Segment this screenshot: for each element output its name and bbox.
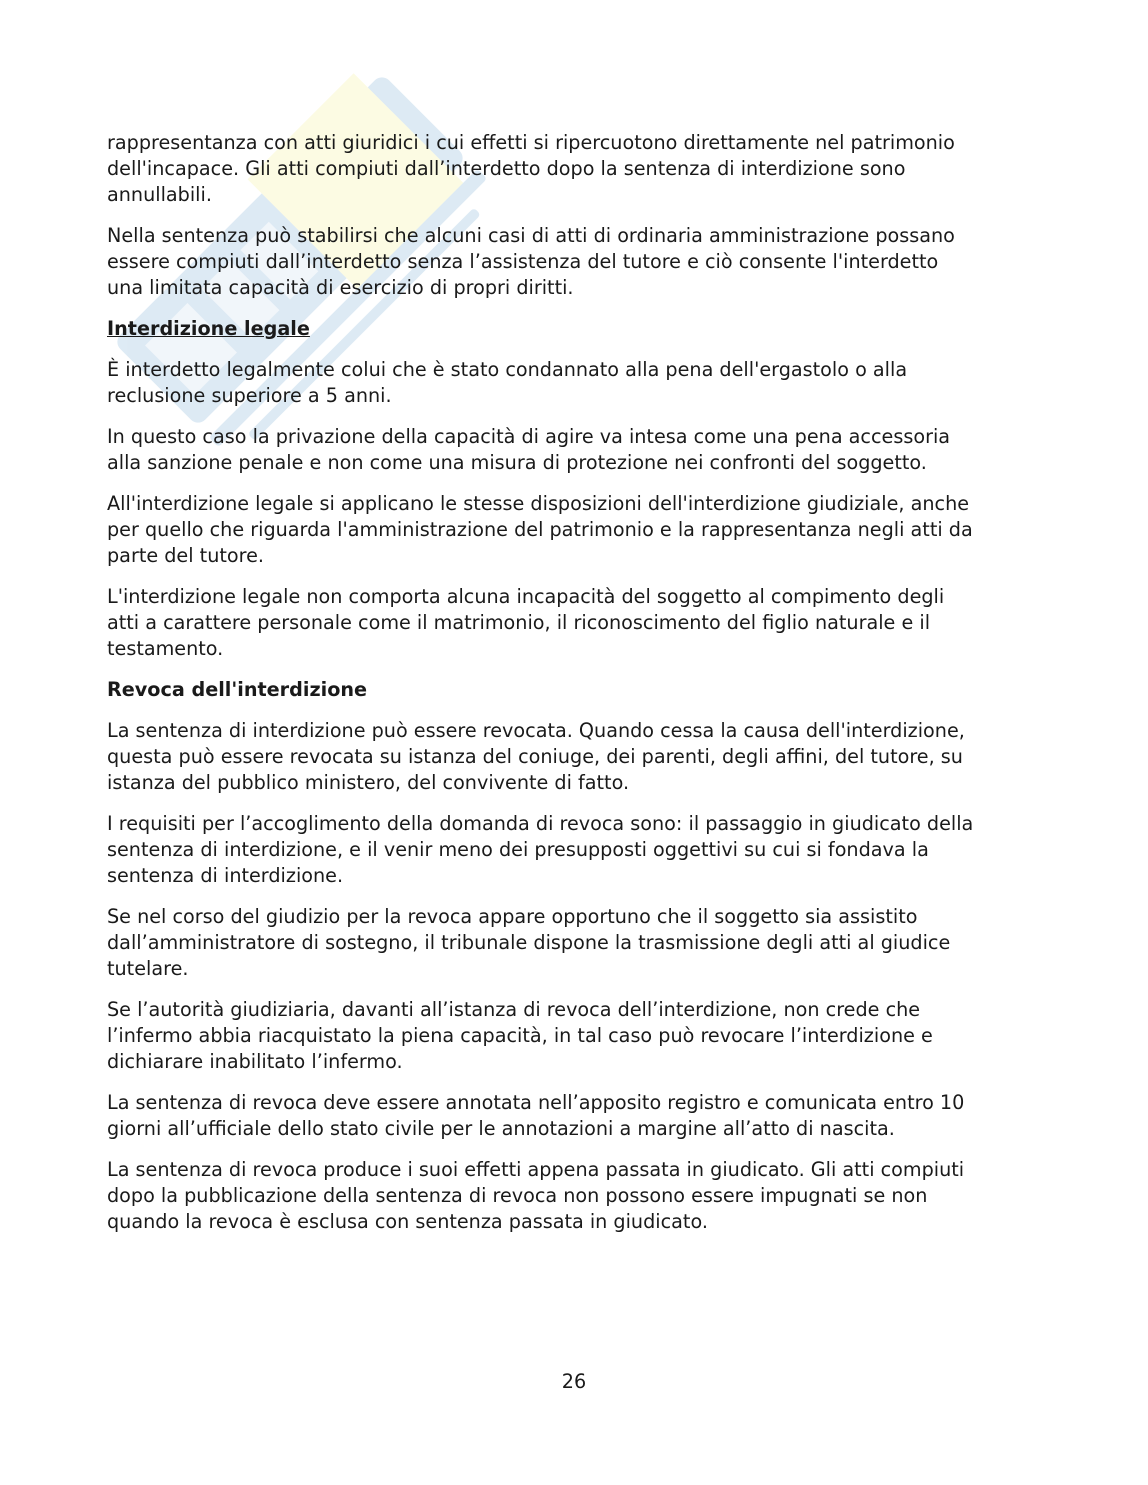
heading-interdizione-legale: Interdizione legale <box>107 317 310 340</box>
paragraph-revocation-effects: La sentenza di revoca produce i suoi effetti appena passata in giudicato. Gli atti compiuti dopo la pubblicazione della sentenza di revoca non possono essere impugnati se non quando la revoca è esclusa con sentenza passata in giudicato. <box>107 1158 965 1233</box>
paragraph-registry-annotation: La sentenza di revoca deve essere annotata nell’apposito registro e comunicata entro 10 giorni all’ufficiale dello stato civile per le annotazioni a margine all’atto di nascita. <box>107 1091 965 1140</box>
paragraph-legal-interdiction-definition: È interdetto legalmente colui che è stato condannato alla pena dell'ergastolo o alla reclusione superiore a 5 anni. <box>107 358 908 407</box>
paragraph-accessory-penalty: In questo caso la privazione della capacità di agire va intesa come una pena accessoria alla sanzione penale e non come una misura di protezione nei confronti del soggetto. <box>107 425 951 474</box>
paragraph-ordinary-administration: Nella sentenza può stabilirsi che alcuni casi di atti di ordinaria amministrazione possano essere compiuti dall’interdetto senza l’assistenza del tutore e ciò consente l'interdetto una limitata capacità di esercizio di propri diritti. <box>107 224 955 299</box>
paragraph-personal-acts: L'interdizione legale non comporta alcuna incapacità del soggetto al compimento degli atti a carattere personale come il matrimonio, il riconoscimento del figlio naturale e il testamento. <box>107 585 945 660</box>
document-page <box>107 130 1042 1250</box>
paragraph-same-provisions: All'interdizione legale si applicano le stesse disposizioni dell'interdizione giudiziale, anche per quello che riguarda l'amministrazione del patrimonio e la rappresentanza negli atti da parte del tutore. <box>107 492 973 567</box>
heading-revoca-interdizione: Revoca dell'interdizione <box>107 678 368 701</box>
paragraph-continuation: rappresentanza con atti giuridici i cui effetti si ripercuotono direttamente nel patrimonio dell'incapace. Gli atti compiuti dall’interdetto dopo la sentenza di interdizione sono annullabili. <box>107 131 955 206</box>
paragraph-revocation-request: La sentenza di interdizione può essere revocata. Quando cessa la causa dell'interdizione, questa può essere revocata su istanza del coniuge, dei parenti, degli affini, del tutore, su istanza del pubblico ministero, del convivente di fatto. <box>107 719 965 794</box>
paragraph-declare-incapacitated: Se l’autorità giudiziaria, davanti all’istanza di revoca dell’interdizione, non crede che l’infermo abbia riacquistato la piena capacità, in tal caso può revocare l’interdizione e dichiarare inabilitato l’infermo. <box>107 998 933 1073</box>
page-number: 26 <box>561 1370 587 1393</box>
paragraph-revocation-requirements: I requisiti per l’accoglimento della domanda di revoca sono: il passaggio in giudicato della sentenza di interdizione, e il venir meno dei presupposti oggettivi su cui si fondava la sentenza di interdizione. <box>107 812 974 887</box>
paragraph-support-administrator: Se nel corso del giudizio per la revoca appare opportuno che il soggetto sia assistito dall’amministratore di sostegno, il tribunale dispone la trasmissione degli atti al giudice tutelare. <box>107 905 951 980</box>
